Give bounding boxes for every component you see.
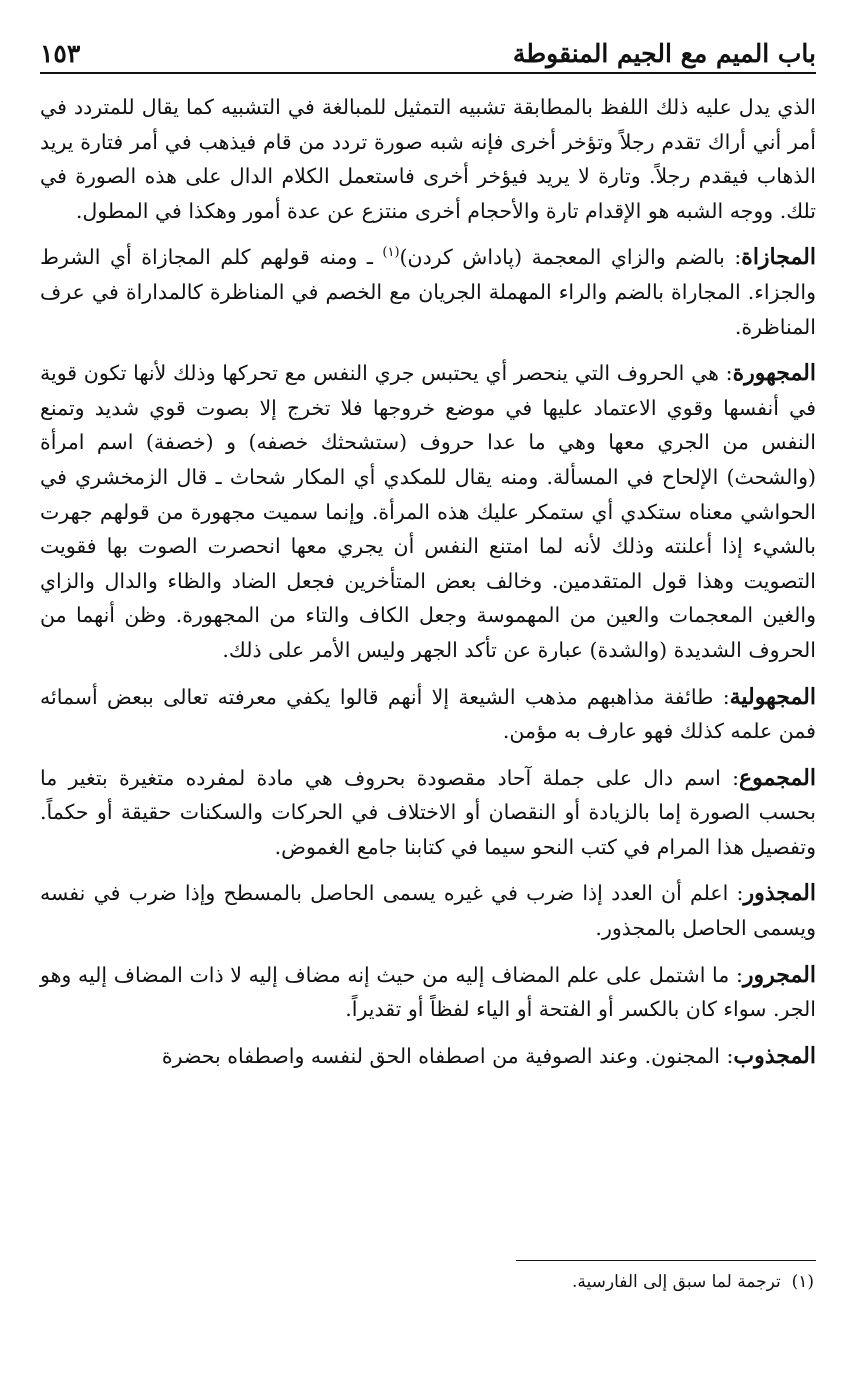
- entry-body: : ما اشتمل على علم المضاف إليه من حيث إنه مضاف إليه لا ذات المضاف إليه وهو الجر. سواء كان بالكسر أو الفتحة أو الياء لفظاً أو تقديراً.: [40, 962, 816, 1022]
- main-text: [40, 90, 816, 1073]
- page-number: ١٥٣: [40, 39, 81, 68]
- entry-majdhur: [40, 876, 816, 945]
- entry-body: ـ ومنه قولهم كلم المجازاة أي الشرط والجزاء. المجاراة بالضم والراء المهملة الجريان مع الخصم في المناظرة كالمداراة في عرف المناظرة.: [40, 245, 816, 339]
- entry-body: : بالضم والزاي المعجمة (پاداش كردن): [399, 245, 742, 270]
- entry-term: المجرور: [742, 961, 816, 988]
- entry-majmu: [40, 761, 816, 865]
- entry-majdhub: [40, 1039, 816, 1074]
- entry-term: المجموع: [739, 764, 816, 791]
- footnote-reference[interactable]: (١): [382, 245, 400, 261]
- entry-body: : اعلم أن العدد إذا ضرب في غيره يسمى الحاصل بالمسطح وإذا ضرب في نفسه ويسمى الحاصل بالمجذور.: [40, 881, 816, 941]
- footnote: [214, 1270, 814, 1294]
- entry-majhura: [40, 356, 816, 667]
- entry-term: المجذور: [743, 880, 816, 907]
- entry-mujazat: [40, 240, 816, 344]
- page-header: [40, 28, 816, 74]
- entry-term: المجازاة: [741, 244, 816, 271]
- entry-body: : طائفة مذاهبهم مذهب الشيعة إلا أنهم قالوا يكفي معرفته تعالى ببعض أسمائه فمن علمه كذلك فهو عارف به مؤمن.: [40, 684, 816, 744]
- footnote-number: (١): [791, 1272, 814, 1292]
- entry-body: : اسم دال على جملة آحاد مقصودة بحروف هي مادة لمفرده متغيرة بتغير ما بحسب الصورة إما بالزيادة أو النقصان أو الاختلاف في الحركات والسكنات حقيقة أو حكماً. وتفصيل هذا المرام في كتب النحو سيما في كتابنا جامع الغموض.: [40, 765, 816, 859]
- entry-body: الذي يدل عليه ذلك اللفظ بالمطابقة تشبيه التمثيل للمبالغة في التشبيه كما يقال للمتردد في أمر أني أراك تقدم رجلاً وتؤخر أخرى فإنه شبه صورة تردد من قام فيذهب في أمر فتارة يريد الذهاب فيقدم رجلاً. وتارة لا يريد فيؤخر أخرى فاستعمل الكلام الدال على هذه الصورة في تلك. ووجه الشبه هو الإقدام تارة والأحجام أخرى منتزع عن عدة أمور وهكذا في المطول.: [40, 95, 816, 223]
- entry-term: المجهولية: [729, 683, 816, 710]
- entry-majrur: [40, 958, 816, 1027]
- footnote-text: ترجمة لما سبق إلى الفارسية.: [571, 1272, 781, 1292]
- entry-body: : المجنون. وعند الصوفية من اصطفاه الحق لنفسه واصطفاه بحضرة: [161, 1043, 734, 1068]
- entry-term: المجهورة: [732, 360, 816, 387]
- running-title: باب الميم مع الجيم المنقوطة: [512, 39, 816, 68]
- entry-body: : هي الحروف التي ينحصر أي يحتبس جري النفس مع تحركها وذلك لأنها تكون قوية في أنفسها وقوي الاعتماد عليها في موضع خروجها فلا تخرج إلا بصوت قوي شديد وتمنع النفس من الجري معها وهي ما عدا حروف (ستشحثك خصفه) و (خصفة) اسم امرأة (والشحث) الإلحاح في المسألة. ومنه يقال للمكدي أي المكار شحاث ـ قال الزمخشري في الحواشي معناه ستكدي أي ستمكر عليك هذه المرأة. وإنما سميت مجهورة من قولهم جهرت بالشيء إذا أعلنته وذلك لأنه لما امتنع النفس أن يجري معها انحصرت الصوت بها فقويت التصويت وهذا قول المتقدمين. وخالف بعض المتأخرين فجعل الضاد والظاء والدال والزاي والغين المعجمات والعين من المهموسة وجعل الكاف والتاء من المجهورة. وظن أنهما من الحروف الشديدة (والشدة) عبارة عن تأكد الجهر وليس الأمر على ذلك.: [40, 361, 816, 662]
- entry-majhuliya: [40, 680, 816, 749]
- footnote-divider: [516, 1260, 816, 1261]
- entry-term: المجذوب: [733, 1042, 816, 1069]
- page: [40, 28, 816, 1085]
- entry-continuation: [40, 90, 816, 228]
